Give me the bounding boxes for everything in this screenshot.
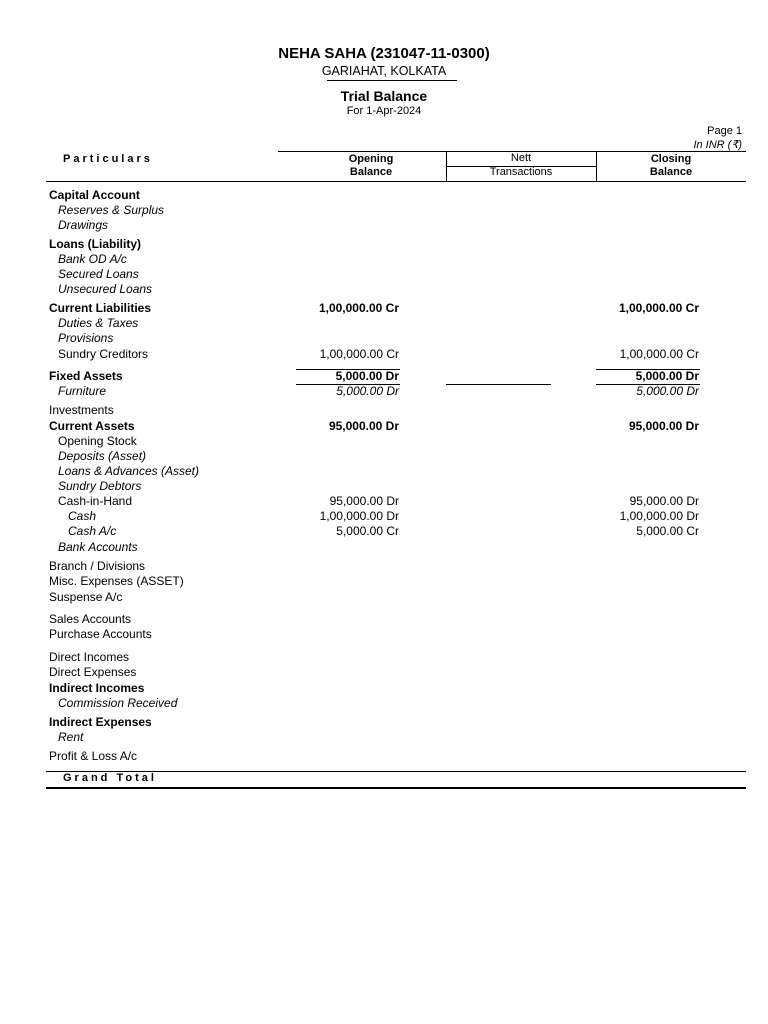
table-row (0, 494, 768, 509)
row-label: Indirect Incomes (49, 681, 145, 695)
opening-balance-cell: 5,000.00 Dr (335, 369, 399, 383)
table-row (0, 665, 768, 680)
table-row (0, 479, 768, 494)
table-row (0, 218, 768, 233)
row-label: Commission Received (58, 696, 178, 710)
table-row (0, 267, 768, 282)
table-row (0, 540, 768, 555)
table-row (0, 347, 768, 362)
table-row (0, 749, 768, 764)
closing-balance-cell: 5,000.00 Cr (636, 524, 699, 538)
table-row (0, 403, 768, 418)
table-row (0, 559, 768, 574)
table-row (0, 650, 768, 665)
row-label: Rent (58, 730, 84, 744)
col-header-nett (446, 152, 596, 179)
table-row (0, 419, 768, 434)
col-header-nett-line1: Nett (510, 152, 532, 164)
fixed-assets-opening-subrule (296, 384, 400, 385)
closing-balance-cell: 1,00,000.00 Dr (619, 509, 699, 523)
row-label: Indirect Expenses (49, 715, 152, 729)
row-label: Investments (49, 403, 114, 417)
table-row (0, 627, 768, 642)
col-header-opening-line2: Balance (349, 166, 393, 178)
opening-balance-cell: 95,000.00 Dr (328, 419, 399, 433)
header-bottom-rule (46, 181, 746, 182)
company-address: GARIAHAT, KOLKATA (321, 64, 447, 78)
currency-label: In INR (₹) (693, 139, 742, 151)
col-header-nett-line2: Transactions (489, 166, 553, 178)
table-row (0, 681, 768, 696)
col-header-closing (596, 153, 746, 179)
row-label: Provisions (58, 331, 114, 345)
closing-balance-cell: 95,000.00 Dr (629, 494, 699, 508)
opening-balance-cell: 1,00,000.00 Cr (319, 347, 399, 361)
report-title: Trial Balance (340, 88, 428, 104)
table-row (0, 524, 768, 539)
row-label: Current Assets (49, 419, 135, 433)
table-row (0, 237, 768, 252)
opening-balance-cell: 1,00,000.00 Cr (318, 301, 399, 315)
closing-balance-cell: 1,00,000.00 Cr (618, 301, 699, 315)
row-label: Sales Accounts (49, 612, 132, 626)
closing-balance-cell: 5,000.00 Dr (636, 384, 699, 398)
row-label: Deposits (Asset) (58, 449, 147, 463)
closing-balance-cell: 95,000.00 Dr (628, 419, 699, 433)
fixed-assets-opening-rule (296, 369, 400, 370)
table-row (0, 715, 768, 730)
table-row (0, 369, 768, 384)
row-label: Loans & Advances (Asset) (58, 464, 199, 478)
row-label: Cash-in-Hand (58, 494, 133, 508)
grand-total-bottom-rule (46, 787, 746, 789)
table-row (0, 188, 768, 203)
opening-balance-cell: 95,000.00 Dr (329, 494, 399, 508)
row-label: Opening Stock (58, 434, 137, 448)
row-label: Capital Account (49, 188, 140, 202)
row-label: Duties & Taxes (58, 316, 139, 330)
fixed-assets-nett-rule (446, 384, 551, 385)
table-row (0, 282, 768, 297)
opening-balance-cell: 5,000.00 Cr (336, 524, 399, 538)
table-row (0, 612, 768, 627)
fixed-assets-closing-subrule (596, 384, 700, 385)
table-row (0, 331, 768, 346)
table-row (0, 574, 768, 589)
company-name: NEHA SAHA (231047-11-0300) (278, 45, 490, 62)
row-label: Profit & Loss A/c (49, 749, 138, 763)
row-label: Unsecured Loans (58, 282, 153, 296)
row-label: Current Liabilities (49, 301, 152, 315)
table-row (0, 301, 768, 316)
grand-total-label: Grand Total (63, 772, 157, 784)
col-header-opening (296, 153, 446, 179)
row-label: Suspense A/c (49, 590, 123, 604)
row-label: Furniture (58, 384, 107, 398)
address-underline (327, 80, 457, 81)
table-row (0, 384, 768, 399)
table-row (0, 464, 768, 479)
row-label: Fixed Assets (49, 369, 123, 383)
row-label: Misc. Expenses (ASSET) (49, 574, 184, 588)
row-label: Cash A/c (68, 524, 117, 538)
closing-balance-cell: 5,000.00 Dr (635, 369, 699, 383)
table-row (0, 434, 768, 449)
report-period: For 1-Apr-2024 (346, 105, 422, 117)
col-header-opening-line1: Opening (348, 153, 394, 165)
row-label: Drawings (58, 218, 109, 232)
row-label: Secured Loans (58, 267, 139, 281)
page-number: Page 1 (707, 125, 742, 137)
row-label: Branch / Divisions (49, 559, 146, 573)
row-label: Cash (68, 509, 97, 523)
row-label: Loans (Liability) (49, 237, 142, 251)
col-header-particulars: Particulars (63, 153, 153, 165)
opening-balance-cell: 5,000.00 Dr (336, 384, 399, 398)
row-label: Reserves & Surplus (58, 203, 165, 217)
table-row (0, 252, 768, 267)
table-row (0, 509, 768, 524)
closing-balance-cell: 1,00,000.00 Cr (619, 347, 699, 361)
table-row (0, 730, 768, 745)
fixed-assets-closing-rule (596, 369, 700, 370)
row-label: Bank Accounts (58, 540, 138, 554)
col-header-closing-line2: Balance (649, 166, 693, 178)
col-header-closing-line1: Closing (650, 153, 692, 165)
row-label: Sundry Creditors (58, 347, 149, 361)
table-row (0, 590, 768, 605)
table-row (0, 203, 768, 218)
table-row (0, 696, 768, 711)
row-label: Direct Incomes (49, 650, 130, 664)
row-label: Sundry Debtors (58, 479, 142, 493)
opening-balance-cell: 1,00,000.00 Dr (319, 509, 399, 523)
table-row (0, 316, 768, 331)
row-label: Direct Expenses (49, 665, 137, 679)
row-label: Purchase Accounts (49, 627, 152, 641)
row-label: Bank OD A/c (58, 252, 127, 266)
table-row (0, 449, 768, 464)
